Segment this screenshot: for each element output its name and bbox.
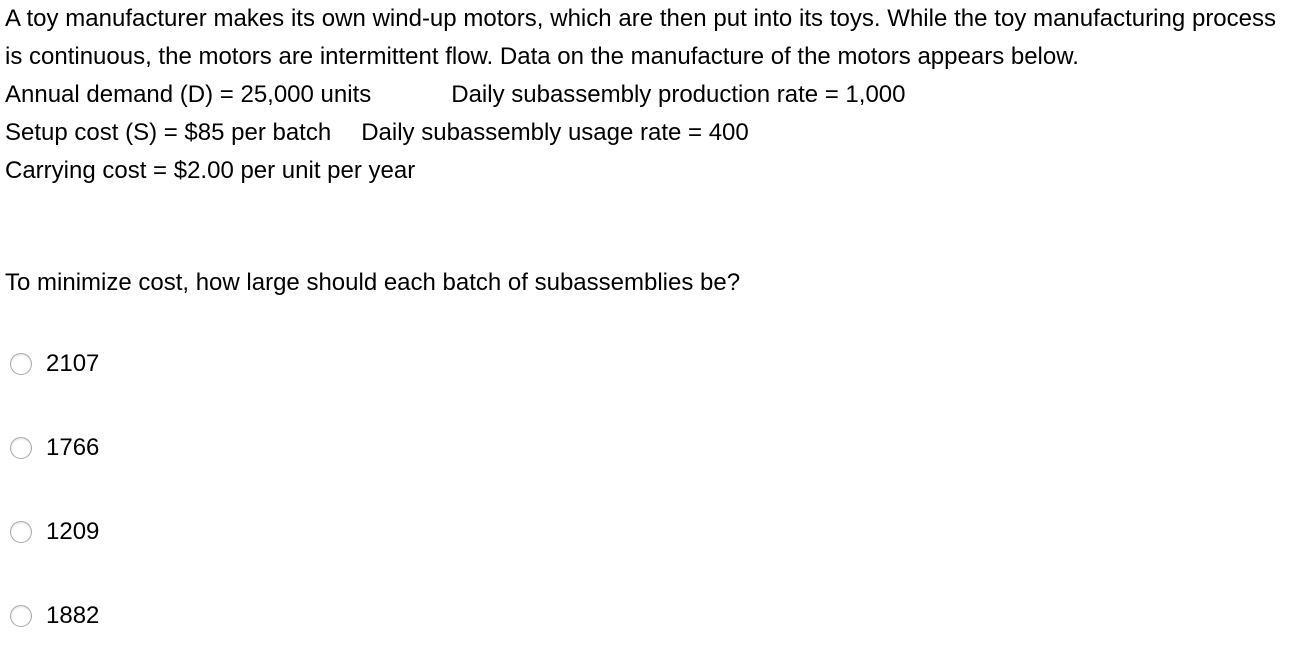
data-row-3 bbox=[5, 152, 1276, 190]
choice-option-1[interactable] bbox=[10, 349, 99, 379]
radio-button-icon[interactable] bbox=[10, 521, 32, 543]
choice-option-3[interactable] bbox=[10, 517, 99, 547]
question-intro: A toy manufacturer makes its own wind-up motors, which are then put into its toys. While the toy manufacturing process is continuous, the motors are intermittent flow. Data on the manufacture of the motors appears below. bbox=[5, 5, 1276, 70]
daily-production-rate: Daily subassembly production rate = 1,000 bbox=[451, 81, 906, 108]
question-prompt: To minimize cost, how large should each batch of subassemblies be? bbox=[5, 269, 741, 296]
choice-option-4[interactable] bbox=[10, 601, 99, 631]
radio-button-icon[interactable] bbox=[10, 605, 32, 627]
carrying-cost: Carrying cost = $2.00 per unit per year bbox=[5, 157, 416, 184]
radio-button-icon[interactable] bbox=[10, 353, 32, 375]
data-row-1 bbox=[5, 76, 1276, 114]
choice-option-2[interactable] bbox=[10, 433, 99, 463]
daily-usage-rate: Daily subassembly usage rate = 400 bbox=[361, 119, 749, 146]
setup-cost: Setup cost (S) = $85 per batch bbox=[5, 119, 332, 146]
question-text bbox=[5, 0, 1276, 190]
radio-button-icon[interactable] bbox=[10, 437, 32, 459]
choice-label: 1882 bbox=[46, 602, 100, 629]
choice-label: 1209 bbox=[46, 518, 100, 545]
annual-demand: Annual demand (D) = 25,000 units bbox=[5, 81, 372, 108]
choice-label: 1766 bbox=[46, 434, 100, 461]
choice-label: 2107 bbox=[46, 350, 100, 377]
data-row-2 bbox=[5, 114, 1276, 152]
